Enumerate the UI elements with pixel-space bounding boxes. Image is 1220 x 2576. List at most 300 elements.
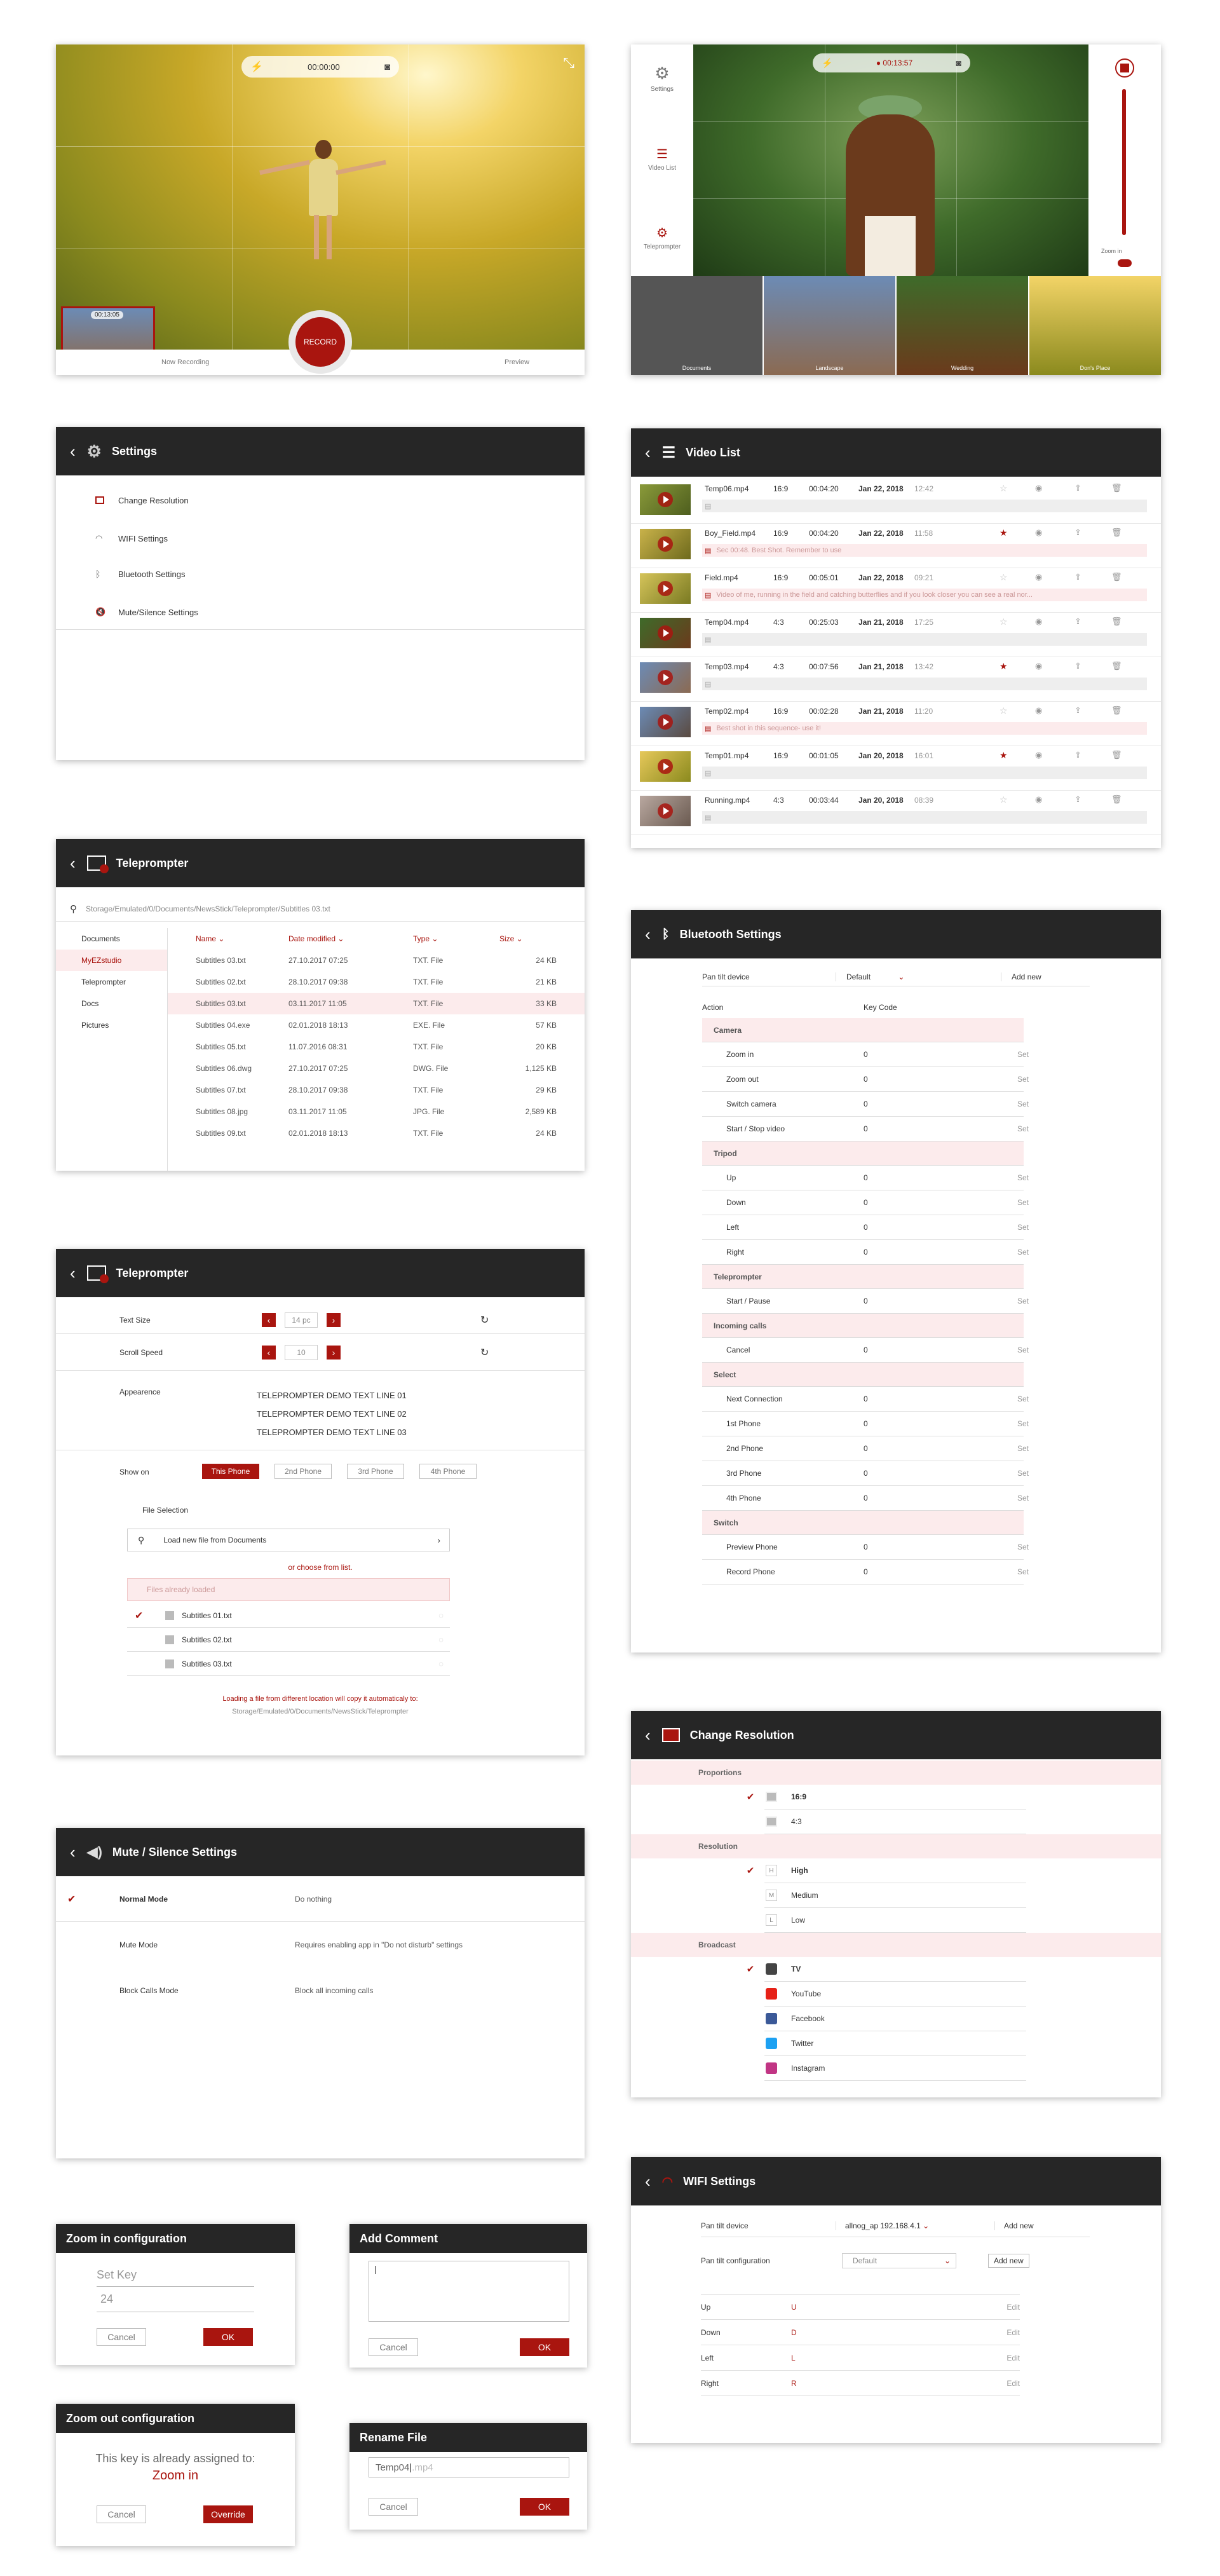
share-icon[interactable]: ⇪ — [1074, 661, 1081, 671]
file-cell: TXT. File — [413, 1042, 444, 1051]
wifi-action-row — [701, 2371, 1020, 2396]
visibility-icon[interactable]: ◉ — [1035, 661, 1043, 671]
page-title: Video List — [686, 446, 740, 459]
mute-mode-row[interactable] — [56, 1968, 585, 2014]
comment-bar[interactable] — [702, 544, 1147, 557]
key-code: 0 — [864, 1346, 868, 1354]
video-thumbnail[interactable] — [640, 484, 691, 515]
back-icon[interactable]: ‹ — [70, 854, 76, 873]
set-button[interactable]: Set — [1017, 1494, 1029, 1503]
decrease-button[interactable]: ‹ — [262, 1313, 276, 1327]
key-col: Key Code — [864, 1003, 897, 1012]
video-ratio: 4:3 — [773, 618, 784, 627]
key-code: 0 — [864, 1297, 868, 1305]
wifi-action-row — [701, 2320, 1020, 2345]
bt-action-row — [702, 1338, 1029, 1363]
trash-icon[interactable]: 🗑 — [1111, 794, 1122, 804]
rename-input[interactable]: Temp04 | .mp4 — [369, 2457, 569, 2477]
edit-button[interactable]: Edit — [1006, 2327, 1020, 2337]
cancel-button[interactable]: Cancel — [97, 2505, 146, 2523]
comment-bar[interactable] — [702, 767, 1147, 779]
video-name: Temp03.mp4 — [705, 662, 749, 671]
flash-icon[interactable]: ⚡ — [822, 57, 833, 68]
trash-icon[interactable]: 🗑 — [1111, 617, 1122, 626]
zoom-slider[interactable] — [1122, 89, 1126, 235]
increase-button[interactable]: › — [327, 1346, 341, 1360]
bt-group-header — [702, 1363, 1024, 1387]
set-button[interactable]: Set — [1017, 1567, 1029, 1576]
file-cell: 24 KB — [536, 1129, 557, 1138]
file-cell: Subtitles 07.txt — [196, 1086, 246, 1094]
key-code: 0 — [864, 1075, 868, 1084]
trash-icon[interactable]: 🗑 — [1111, 572, 1122, 582]
file-row[interactable] — [168, 1036, 585, 1058]
video-time: 12:42 — [914, 484, 934, 493]
file-cell: 28.10.2017 09:38 — [288, 1086, 348, 1094]
star-icon[interactable]: ★ — [1000, 661, 1008, 671]
dialog-title: Zoom out configuration — [56, 2404, 295, 2433]
path-text: Storage/Emulated/0/Documents/NewsStick/Teleprompter/Subtitles 03.txt — [86, 904, 330, 913]
back-icon[interactable]: ‹ — [70, 1843, 76, 1862]
video-item[interactable] — [631, 791, 1161, 835]
set-button[interactable]: Set — [1017, 1346, 1029, 1354]
share-icon[interactable]: ⇪ — [1074, 617, 1081, 626]
play-icon — [658, 581, 673, 596]
side-item-video-list[interactable] — [631, 146, 693, 172]
key-code: 0 — [864, 1394, 868, 1403]
assigned-message: This key is already assigned to: — [95, 2452, 255, 2465]
res-option[interactable] — [764, 1809, 1026, 1834]
folder-item[interactable]: MyEZstudio — [56, 950, 167, 971]
timer-value: 00:13:57 — [883, 58, 913, 67]
play-icon — [658, 670, 673, 685]
mode-desc: Do nothing — [295, 1894, 332, 1904]
file-cell: 2,589 KB — [525, 1107, 557, 1116]
back-icon[interactable]: ‹ — [70, 442, 76, 461]
bt-action-row — [702, 1535, 1029, 1560]
side-item-settings[interactable] — [631, 64, 693, 93]
star-icon[interactable]: ☆ — [1000, 483, 1008, 493]
video-date: Jan 22, 2018 — [858, 573, 904, 582]
video-item[interactable] — [631, 524, 1161, 568]
video-item[interactable] — [631, 613, 1161, 657]
comment-bar[interactable] — [702, 811, 1147, 824]
comment-textarea[interactable]: | — [369, 2261, 569, 2322]
comment-icon: ▤ — [705, 502, 712, 510]
video-ratio: 16:9 — [773, 484, 789, 493]
loaded-file[interactable] — [127, 1604, 450, 1628]
action-name: Left — [726, 1223, 740, 1232]
wifi-header — [631, 2157, 1161, 2205]
bluetooth-icon: ᛒ — [661, 927, 670, 941]
ok-button[interactable]: OK — [520, 2338, 569, 2356]
file-cell: 27.10.2017 07:25 — [288, 956, 348, 965]
side-item-label: Video List — [648, 165, 676, 172]
star-icon[interactable]: ☆ — [1000, 617, 1008, 627]
set-button[interactable]: Set — [1017, 1223, 1029, 1232]
res-option[interactable] — [746, 1957, 1026, 1982]
back-icon[interactable]: ‹ — [645, 2172, 651, 2191]
option-label: Instagram — [791, 2064, 825, 2073]
file-row[interactable] — [168, 1058, 585, 1079]
copy-note-line2: Storage/Emulated/0/Documents/NewsStick/Teleprompter — [232, 1708, 409, 1715]
video-duration: 00:04:20 — [809, 484, 839, 493]
comment-text: Best shot in this sequence- use it! — [716, 725, 821, 732]
res-option[interactable] — [764, 2056, 1026, 2081]
top-control-pill — [813, 53, 970, 72]
teleprompter-icon — [87, 1265, 106, 1281]
chevron-right-icon: › — [437, 1535, 440, 1545]
video-item[interactable] — [631, 568, 1161, 613]
thumb-dons-place[interactable] — [1029, 276, 1161, 375]
video-date: Jan 20, 2018 — [858, 796, 904, 805]
txt-icon — [165, 1611, 174, 1620]
back-icon[interactable]: ‹ — [645, 1726, 651, 1745]
loaded-file[interactable] — [127, 1628, 450, 1652]
set-button[interactable]: Set — [1017, 1050, 1029, 1059]
remove-icon[interactable]: ◌ — [438, 1635, 444, 1644]
visibility-icon[interactable]: ◉ — [1035, 750, 1043, 760]
group-name: Teleprompter — [714, 1272, 762, 1281]
comment-bar[interactable] — [702, 678, 1147, 690]
share-icon[interactable]: ⇪ — [1074, 750, 1081, 760]
bt-action-row — [702, 1215, 1029, 1240]
preview-label[interactable]: Preview — [505, 358, 530, 366]
file-cell: 02.01.2018 18:13 — [288, 1021, 348, 1030]
reset-icon[interactable]: ↻ — [480, 1314, 489, 1326]
visibility-icon[interactable]: ◉ — [1035, 483, 1043, 493]
res-option[interactable] — [746, 1785, 1026, 1809]
text-size-value[interactable]: 14 pc — [285, 1312, 318, 1328]
remove-icon[interactable]: ◌ — [438, 1659, 444, 1668]
video-thumbnail[interactable] — [640, 573, 691, 604]
set-button[interactable]: Set — [1017, 1394, 1029, 1403]
visibility-icon[interactable]: ◉ — [1035, 794, 1043, 804]
increase-button[interactable]: › — [327, 1313, 341, 1327]
page-title: Teleprompter — [116, 856, 189, 869]
set-button[interactable]: Set — [1017, 1198, 1029, 1207]
file-row[interactable] — [168, 971, 585, 993]
action-name: Preview Phone — [726, 1543, 778, 1551]
mute-mode-row[interactable] — [56, 1876, 585, 1922]
scroll-speed-label: Scroll Speed — [119, 1347, 163, 1357]
thumb-documents[interactable] — [631, 276, 762, 375]
bluetooth-icon: ᛒ — [95, 569, 101, 579]
option-label: 16:9 — [791, 1792, 807, 1801]
loaded-file[interactable] — [127, 1652, 450, 1676]
switch-camera-icon[interactable]: ◙ — [956, 58, 961, 68]
side-item-label: Teleprompter — [643, 243, 681, 250]
video-item[interactable] — [631, 702, 1161, 746]
folder-item[interactable]: Pictures — [81, 1021, 109, 1030]
cancel-button[interactable]: Cancel — [369, 2338, 418, 2356]
option-label: Medium — [791, 1891, 818, 1900]
set-button[interactable]: Set — [1017, 1543, 1029, 1551]
share-icon[interactable]: ⇪ — [1074, 528, 1081, 537]
settings-item-label: Mute/Silence Settings — [118, 607, 198, 617]
action-name: Start / Pause — [726, 1297, 771, 1305]
star-icon[interactable]: ☆ — [1000, 705, 1008, 716]
set-button[interactable]: Set — [1017, 1124, 1029, 1133]
col-date[interactable]: Date modified ⌄ — [288, 934, 344, 943]
subject-figure — [833, 95, 947, 276]
file-cell: 1,125 KB — [525, 1064, 557, 1073]
action-name: 1st Phone — [726, 1419, 761, 1428]
files-loaded-label: Files already loaded — [147, 1585, 215, 1594]
res-option[interactable] — [764, 2031, 1026, 2056]
folder-item[interactable]: Documents — [81, 934, 120, 943]
check-icon: ✔ — [746, 1792, 755, 1803]
trash-icon[interactable]: 🗑 — [1111, 528, 1122, 537]
wifi-icon: ◠ — [95, 533, 103, 543]
cancel-button[interactable]: Cancel — [97, 2328, 146, 2346]
mode-desc: Requires enabling app in "Do not disturb" settings — [295, 1940, 463, 1949]
file-row[interactable] — [168, 1014, 585, 1036]
phone-option[interactable]: 3rd Phone — [347, 1464, 404, 1479]
res-option[interactable] — [764, 1908, 1026, 1933]
camera-viewfinder — [56, 44, 585, 350]
set-button[interactable]: Set — [1017, 1248, 1029, 1257]
visibility-icon[interactable]: ◉ — [1035, 705, 1043, 715]
video-name: Running.mp4 — [705, 796, 750, 805]
record-timer: 00:00:00 — [308, 62, 340, 72]
facebook-icon — [766, 2013, 777, 2024]
file-row[interactable] — [168, 1101, 585, 1122]
res-option[interactable] — [764, 2007, 1026, 2031]
set-button[interactable]: Set — [1017, 1100, 1029, 1108]
action-name: Cancel — [726, 1346, 750, 1354]
decrease-button[interactable]: ‹ — [262, 1346, 276, 1360]
video-thumbnail[interactable] — [640, 662, 691, 693]
group-name: Incoming calls — [714, 1321, 767, 1330]
comment-icon: ▤ — [705, 769, 712, 777]
add-new-button[interactable]: Add new — [988, 2254, 1029, 2268]
video-name: Temp06.mp4 — [705, 484, 749, 493]
key-code: 0 — [864, 1543, 868, 1551]
star-icon[interactable]: ★ — [1000, 528, 1008, 538]
bt-action-row — [702, 1166, 1029, 1190]
folder-item[interactable]: Docs — [81, 999, 99, 1008]
video-thumbnail[interactable] — [640, 529, 691, 559]
visibility-icon[interactable]: ◉ — [1035, 617, 1043, 626]
collapse-icon[interactable]: ⤡ — [563, 55, 574, 71]
file-row[interactable] — [168, 1079, 585, 1101]
stop-button[interactable] — [1115, 58, 1134, 78]
side-item-teleprompter[interactable] — [631, 225, 693, 250]
edit-button[interactable]: Edit — [1006, 2303, 1020, 2312]
set-button[interactable]: Set — [1017, 1297, 1029, 1305]
record-button[interactable] — [288, 310, 352, 374]
settings-item-resolution[interactable] — [56, 491, 585, 510]
phone-option[interactable]: 4th Phone — [419, 1464, 477, 1479]
thumb-landscape[interactable] — [764, 276, 895, 375]
key-input[interactable]: 24 — [100, 2293, 114, 2305]
rename-file-dialog — [349, 2423, 587, 2530]
settings-header — [56, 427, 585, 475]
menu-icon[interactable]: ☰ — [661, 444, 676, 461]
action-name: 2nd Phone — [726, 1444, 764, 1453]
col-name[interactable]: Name ⌄ — [196, 934, 225, 943]
visibility-icon[interactable]: ◉ — [1035, 528, 1043, 537]
path-bar[interactable] — [56, 896, 585, 922]
search-icon: ⚲ — [70, 903, 77, 915]
thumb-wedding[interactable] — [897, 276, 1028, 375]
switch-camera-icon[interactable]: ◙ — [384, 61, 390, 72]
comment-icon: ▤ — [705, 725, 712, 733]
phone-option-active[interactable]: This Phone — [202, 1464, 259, 1479]
scroll-speed-value[interactable]: 10 — [285, 1345, 318, 1360]
load-file-input[interactable] — [127, 1529, 450, 1551]
trash-icon[interactable]: 🗑 — [1111, 750, 1122, 760]
comment-bar[interactable] — [702, 722, 1147, 735]
file-cell: 29 KB — [536, 1086, 557, 1094]
video-time: 08:39 — [914, 796, 934, 805]
camera-teleprompter-screen — [631, 44, 1161, 375]
comment-bar[interactable] — [702, 589, 1147, 601]
mute-header — [56, 1828, 585, 1876]
file-rows — [168, 950, 585, 1144]
share-icon[interactable]: ⇪ — [1074, 794, 1081, 804]
settings-item-mute[interactable] — [56, 603, 585, 622]
comment-icon: ▤ — [705, 547, 712, 555]
video-thumbnail[interactable] — [640, 751, 691, 782]
video-duration: 00:25:03 — [809, 618, 839, 627]
share-icon[interactable]: ⇪ — [1074, 483, 1081, 493]
pan-tilt-select[interactable]: Default ⌄ — [836, 972, 963, 981]
back-icon[interactable]: ‹ — [645, 443, 651, 462]
video-item[interactable] — [631, 657, 1161, 702]
set-button[interactable]: Set — [1017, 1075, 1029, 1084]
flash-icon[interactable]: ⚡ — [250, 62, 263, 72]
comment-icon: ▤ — [705, 680, 712, 688]
action-name: Zoom in — [726, 1050, 754, 1059]
video-duration: 00:01:05 — [809, 751, 839, 760]
visibility-icon[interactable]: ◉ — [1035, 572, 1043, 582]
wifi-action-row — [701, 2345, 1020, 2371]
col-type[interactable]: Type ⌄ — [413, 934, 438, 943]
video-duration: 00:05:01 — [809, 573, 839, 582]
teleprompter-toggle[interactable] — [1118, 259, 1132, 267]
trash-icon[interactable]: 🗑 — [1111, 705, 1122, 715]
device-select[interactable]: allnog_ap 192.168.4.1 ⌄ — [836, 2221, 969, 2230]
back-icon[interactable]: ‹ — [70, 1264, 76, 1283]
option-label: Facebook — [791, 2014, 825, 2023]
config-select[interactable]: Default ⌄ — [842, 2253, 956, 2268]
file-cell: TXT. File — [413, 999, 444, 1008]
file-row[interactable] — [168, 950, 585, 971]
check-icon: ✔ — [746, 1964, 755, 1975]
ok-button[interactable]: OK — [203, 2328, 253, 2346]
copy-note-line1: Loading a file from different location will copy it automaticaly to: — [222, 1695, 418, 1703]
mute-settings-screen — [56, 1828, 585, 2158]
folder-item[interactable]: Teleprompter — [81, 978, 126, 986]
video-duration: 00:04:20 — [809, 529, 839, 538]
cancel-button[interactable]: Cancel — [369, 2498, 418, 2516]
play-icon — [658, 492, 673, 507]
edit-button[interactable]: Edit — [1006, 2378, 1020, 2388]
teleprompter-header — [56, 1249, 585, 1297]
loaded-file-name: Subtitles 01.txt — [182, 1611, 232, 1620]
trash-icon[interactable]: 🗑 — [1111, 483, 1122, 493]
resolution-options — [631, 1761, 1161, 2081]
bt-group-header — [702, 1141, 1024, 1166]
bt-mapping-list — [702, 1018, 1029, 1584]
set-button[interactable]: Set — [1017, 1469, 1029, 1478]
text-size-label: Text Size — [119, 1315, 151, 1325]
ok-button[interactable]: OK — [520, 2498, 569, 2516]
group-name: Switch — [714, 1518, 738, 1527]
file-row[interactable] — [168, 1122, 585, 1144]
search-icon: ⚲ — [138, 1534, 145, 1545]
video-item[interactable] — [631, 746, 1161, 791]
camera-main-screen — [56, 44, 585, 375]
col-size[interactable]: Size ⌄ — [499, 934, 523, 943]
copy-note — [56, 1693, 585, 1718]
settings-item-wifi[interactable] — [56, 529, 585, 548]
video-thumbnail[interactable] — [640, 707, 691, 737]
reset-icon[interactable]: ↻ — [480, 1347, 489, 1358]
file-cell: Subtitles 04.exe — [196, 1021, 250, 1030]
comment-text: Sec 00:48. Best Shot. Remember to use — [716, 547, 842, 554]
comment-bar[interactable] — [702, 633, 1147, 646]
set-button[interactable]: Set — [1017, 1173, 1029, 1182]
comment-bar[interactable] — [702, 500, 1147, 512]
file-cell: 02.01.2018 18:13 — [288, 1129, 348, 1138]
share-icon[interactable]: ⇪ — [1074, 705, 1081, 715]
action-name: Right — [726, 1248, 745, 1257]
res-option[interactable] — [764, 1883, 1026, 1908]
file-cell: TXT. File — [413, 978, 444, 986]
option-label: TV — [791, 1965, 801, 1973]
key-code: U — [791, 2303, 797, 2312]
file-cell: 20 KB — [536, 1042, 557, 1051]
override-button[interactable]: Override — [203, 2505, 253, 2523]
share-icon[interactable]: ⇪ — [1074, 572, 1081, 582]
bt-action-row — [702, 1412, 1029, 1436]
res-option[interactable] — [764, 1982, 1026, 2007]
star-icon[interactable]: ☆ — [1000, 572, 1008, 582]
bt-action-row — [702, 1560, 1029, 1584]
key-code: 0 — [864, 1248, 868, 1257]
res-option[interactable] — [746, 1858, 1026, 1883]
video-thumbnail[interactable] — [640, 796, 691, 826]
edit-button[interactable]: Edit — [1006, 2353, 1020, 2362]
wifi-settings-screen — [631, 2157, 1161, 2443]
bluetooth-header — [631, 910, 1161, 958]
video-ratio: 4:3 — [773, 662, 784, 671]
add-new-button[interactable]: Add new — [994, 2221, 1034, 2230]
mute-mode-row[interactable] — [56, 1922, 585, 1968]
key-code: 0 — [864, 1100, 868, 1108]
video-item[interactable] — [631, 479, 1161, 524]
star-icon[interactable]: ☆ — [1000, 794, 1008, 805]
settings-screen — [56, 427, 585, 760]
phone-option[interactable]: 2nd Phone — [274, 1464, 332, 1479]
set-button[interactable]: Set — [1017, 1444, 1029, 1453]
file-cell: 03.11.2017 11:05 — [288, 999, 347, 1008]
trash-icon[interactable]: 🗑 — [1111, 661, 1122, 671]
back-icon[interactable]: ‹ — [645, 925, 651, 944]
star-icon[interactable]: ★ — [1000, 750, 1008, 760]
video-thumbnail[interactable] — [640, 618, 691, 648]
remove-icon[interactable]: ◌ — [438, 1611, 444, 1620]
settings-item-bluetooth[interactable] — [56, 564, 585, 583]
set-button[interactable]: Set — [1017, 1419, 1029, 1428]
key-code: 0 — [864, 1198, 868, 1207]
file-row[interactable] — [168, 993, 585, 1014]
add-new-button[interactable]: Add new — [1001, 972, 1041, 981]
tv-icon — [766, 1963, 777, 1975]
